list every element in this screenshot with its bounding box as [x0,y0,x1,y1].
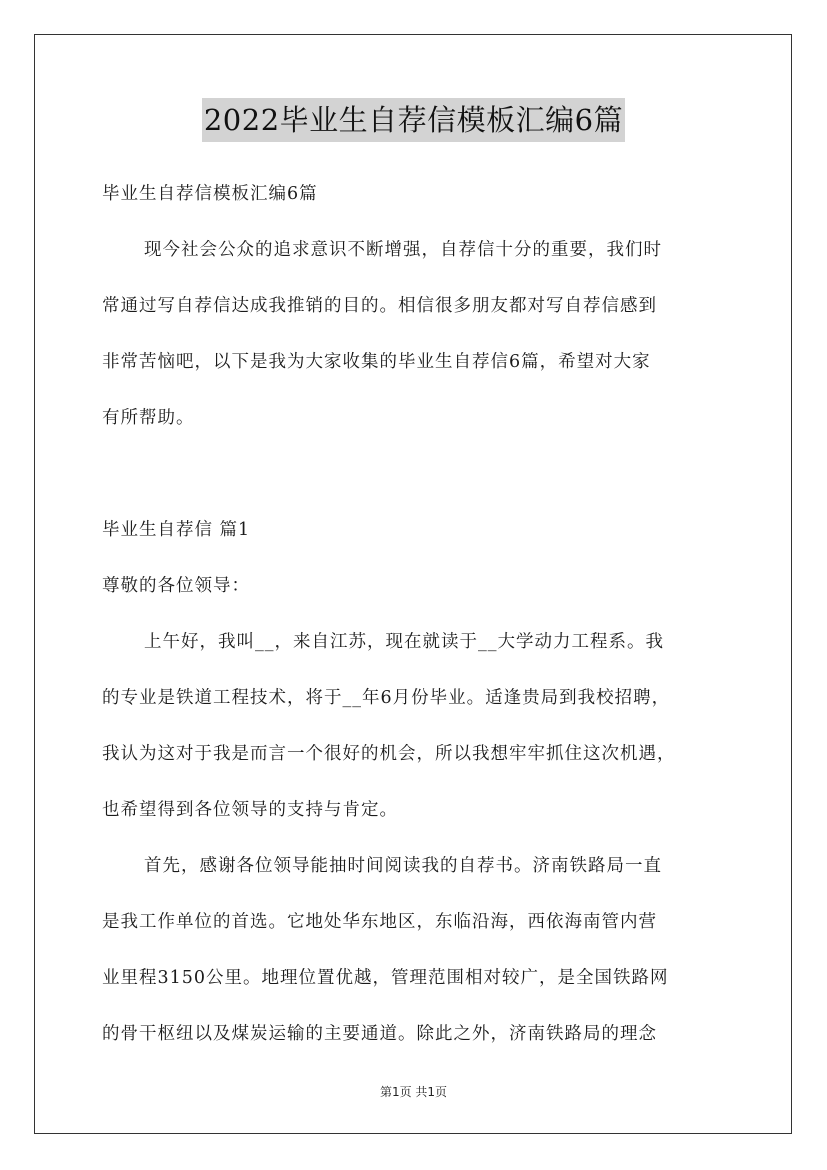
paragraph1-line: 上午好，我叫__，来自江苏，现在就读于__大学动力工程系。我 [144,632,664,652]
intro-line: 有所帮助。 [102,408,195,428]
paragraph2-line: 首先，感谢各位领导能抽时间阅读我的自荐书。济南铁路局一直 [144,856,662,876]
page-footer [0,1083,827,1100]
paragraph2-line: 是我工作单位的首选。它地处华东地区，东临沿海，西依海南管内营 [102,912,657,932]
intro-line: 非常苦恼吧，以下是我为大家收集的毕业生自荐信6篇，希望对大家 [102,352,651,372]
document-title: 2022毕业生自荐信模板汇编6篇 [202,98,625,142]
page-number: 第1页 共1页 [379,1085,448,1099]
title-container [0,98,827,142]
document-subtitle: 毕业生自荐信模板汇编6篇 [102,184,318,204]
paragraph2-line: 业里程3150公里。地理位置优越，管理范围相对较广，是全国铁路网 [102,968,669,988]
section-heading: 毕业生自荐信 篇1 [102,520,251,540]
paragraph2-line: 的骨干枢纽以及煤炭运输的主要通道。除此之外，济南铁路局的理念 [102,1024,657,1044]
salutation: 尊敬的各位领导： [102,576,250,596]
document-body [102,166,742,1062]
paragraph1-line: 也希望得到各位领导的支持与肯定。 [102,800,398,820]
intro-line: 常通过写自荐信达成我推销的目的。相信很多朋友都对写自荐信感到 [102,296,657,316]
intro-line: 现今社会公众的追求意识不断增强，自荐信十分的重要，我们时 [144,240,662,260]
blank-line [102,446,742,502]
paragraph1-line: 的专业是铁道工程技术，将于__年6月份毕业。适逢贵局到我校招聘， [102,688,671,708]
paragraph1-line: 我认为这对于我是而言一个很好的机会，所以我想牢牢抓住这次机遇， [102,744,676,764]
